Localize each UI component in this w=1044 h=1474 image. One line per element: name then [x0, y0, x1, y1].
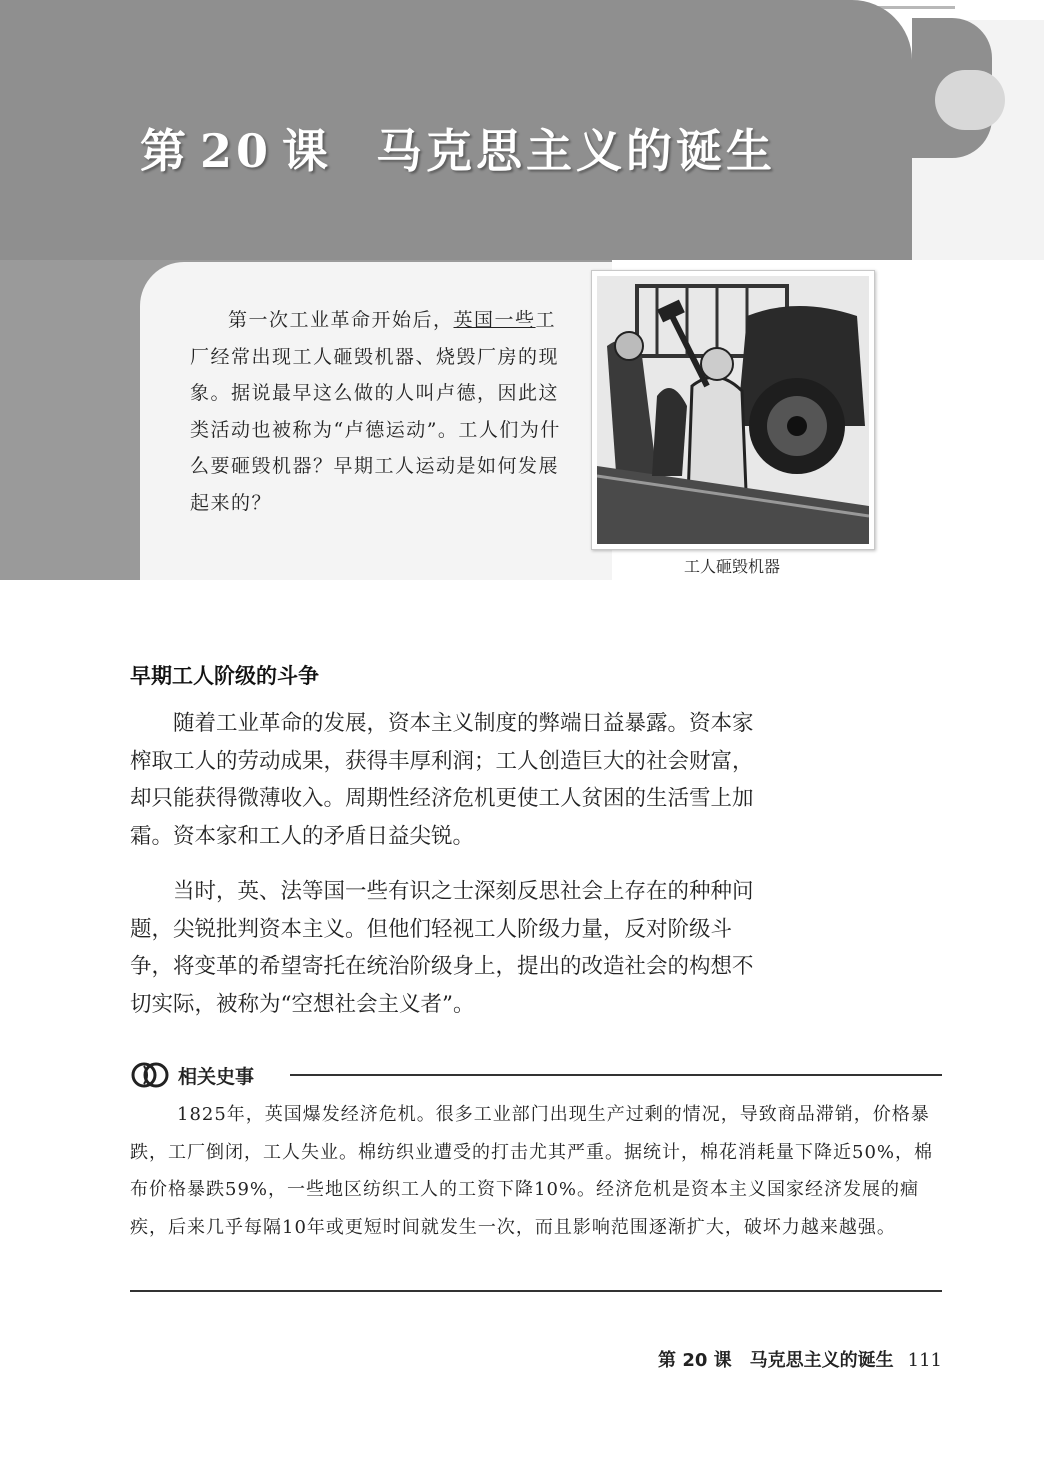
lesson-prefix: 第 — [140, 124, 190, 178]
intro-line1: 第一次工业革命开始后， — [228, 309, 454, 331]
figure-caption: 工人砸毁机器 — [683, 557, 780, 576]
intro-underlined: 英国一些 — [453, 309, 536, 331]
banner-knob-decoration — [935, 70, 1005, 130]
related-history-text: 1825年，英国爆发经济危机。很多工业部门出现生产过剩的情况，导致商品滞销，价格暴跌，工厂倒闭，工人失业。棉纺织业遭受的打击尤其严重。据统计，棉花消耗量下降近50%，棉布价格暴跌59%，一些地区纺织工人的工资下降10%。经济危机是资本主义国家经济发展的痼疾，后来几乎每隔10年或更短时间就发生一次，而且影响范围逐渐扩大，破坏力越来越强。 — [130, 1104, 934, 1238]
related-history-header — [130, 1058, 942, 1092]
intro-rest: 工厂经常出现工人砸毁机器、烧毁厂房的现象。据说最早这么做的人叫卢德，因此这类活动也被称为“卢德运动”。工人们为什么要砸毁机器？早期工人运动是如何发展起来的？ — [190, 309, 561, 514]
related-history-icon — [130, 1058, 170, 1092]
body-paragraph-1: 随着工业革命的发展，资本主义制度的弊端日益暴露。资本家榨取工人的劳动成果，获得丰厚利润；工人创造巨大的社会财富，却只能获得微薄收入。周期性经济危机更使工人贫困的生活雪上加霜。资本家和工人的矛盾日益尖锐。 — [130, 711, 754, 849]
related-history-label: 相关史事 — [178, 1066, 255, 1088]
page-footer — [658, 1346, 942, 1372]
lesson-suffix: 课 — [282, 124, 333, 178]
lesson-title — [140, 115, 776, 181]
section-heading: 早期工人阶级的斗争 — [130, 664, 319, 688]
workers-smashing-machine-illustration — [597, 276, 869, 544]
running-title: 第 20 课 马克思主义的诞生 — [658, 1350, 894, 1371]
related-history-rule — [290, 1074, 942, 1076]
lesson-name: 马克思主义的诞生 — [376, 124, 777, 178]
figure-photo — [591, 270, 875, 550]
related-history-bottom-rule — [130, 1290, 942, 1292]
page-number: 111 — [907, 1350, 942, 1371]
body-paragraph-2: 当时，英、法等国一些有识之士深刻反思社会上存在的种种问题，尖锐批判资本主义。但他们轻视工人阶级力量，反对阶级斗争，将变革的希望寄托在统治阶级身上，提出的改造社会的构想不切实际，被称为“空想社会主义者”。 — [130, 879, 754, 1017]
lesson-number: 20 — [200, 124, 273, 178]
intro-text — [190, 302, 562, 521]
